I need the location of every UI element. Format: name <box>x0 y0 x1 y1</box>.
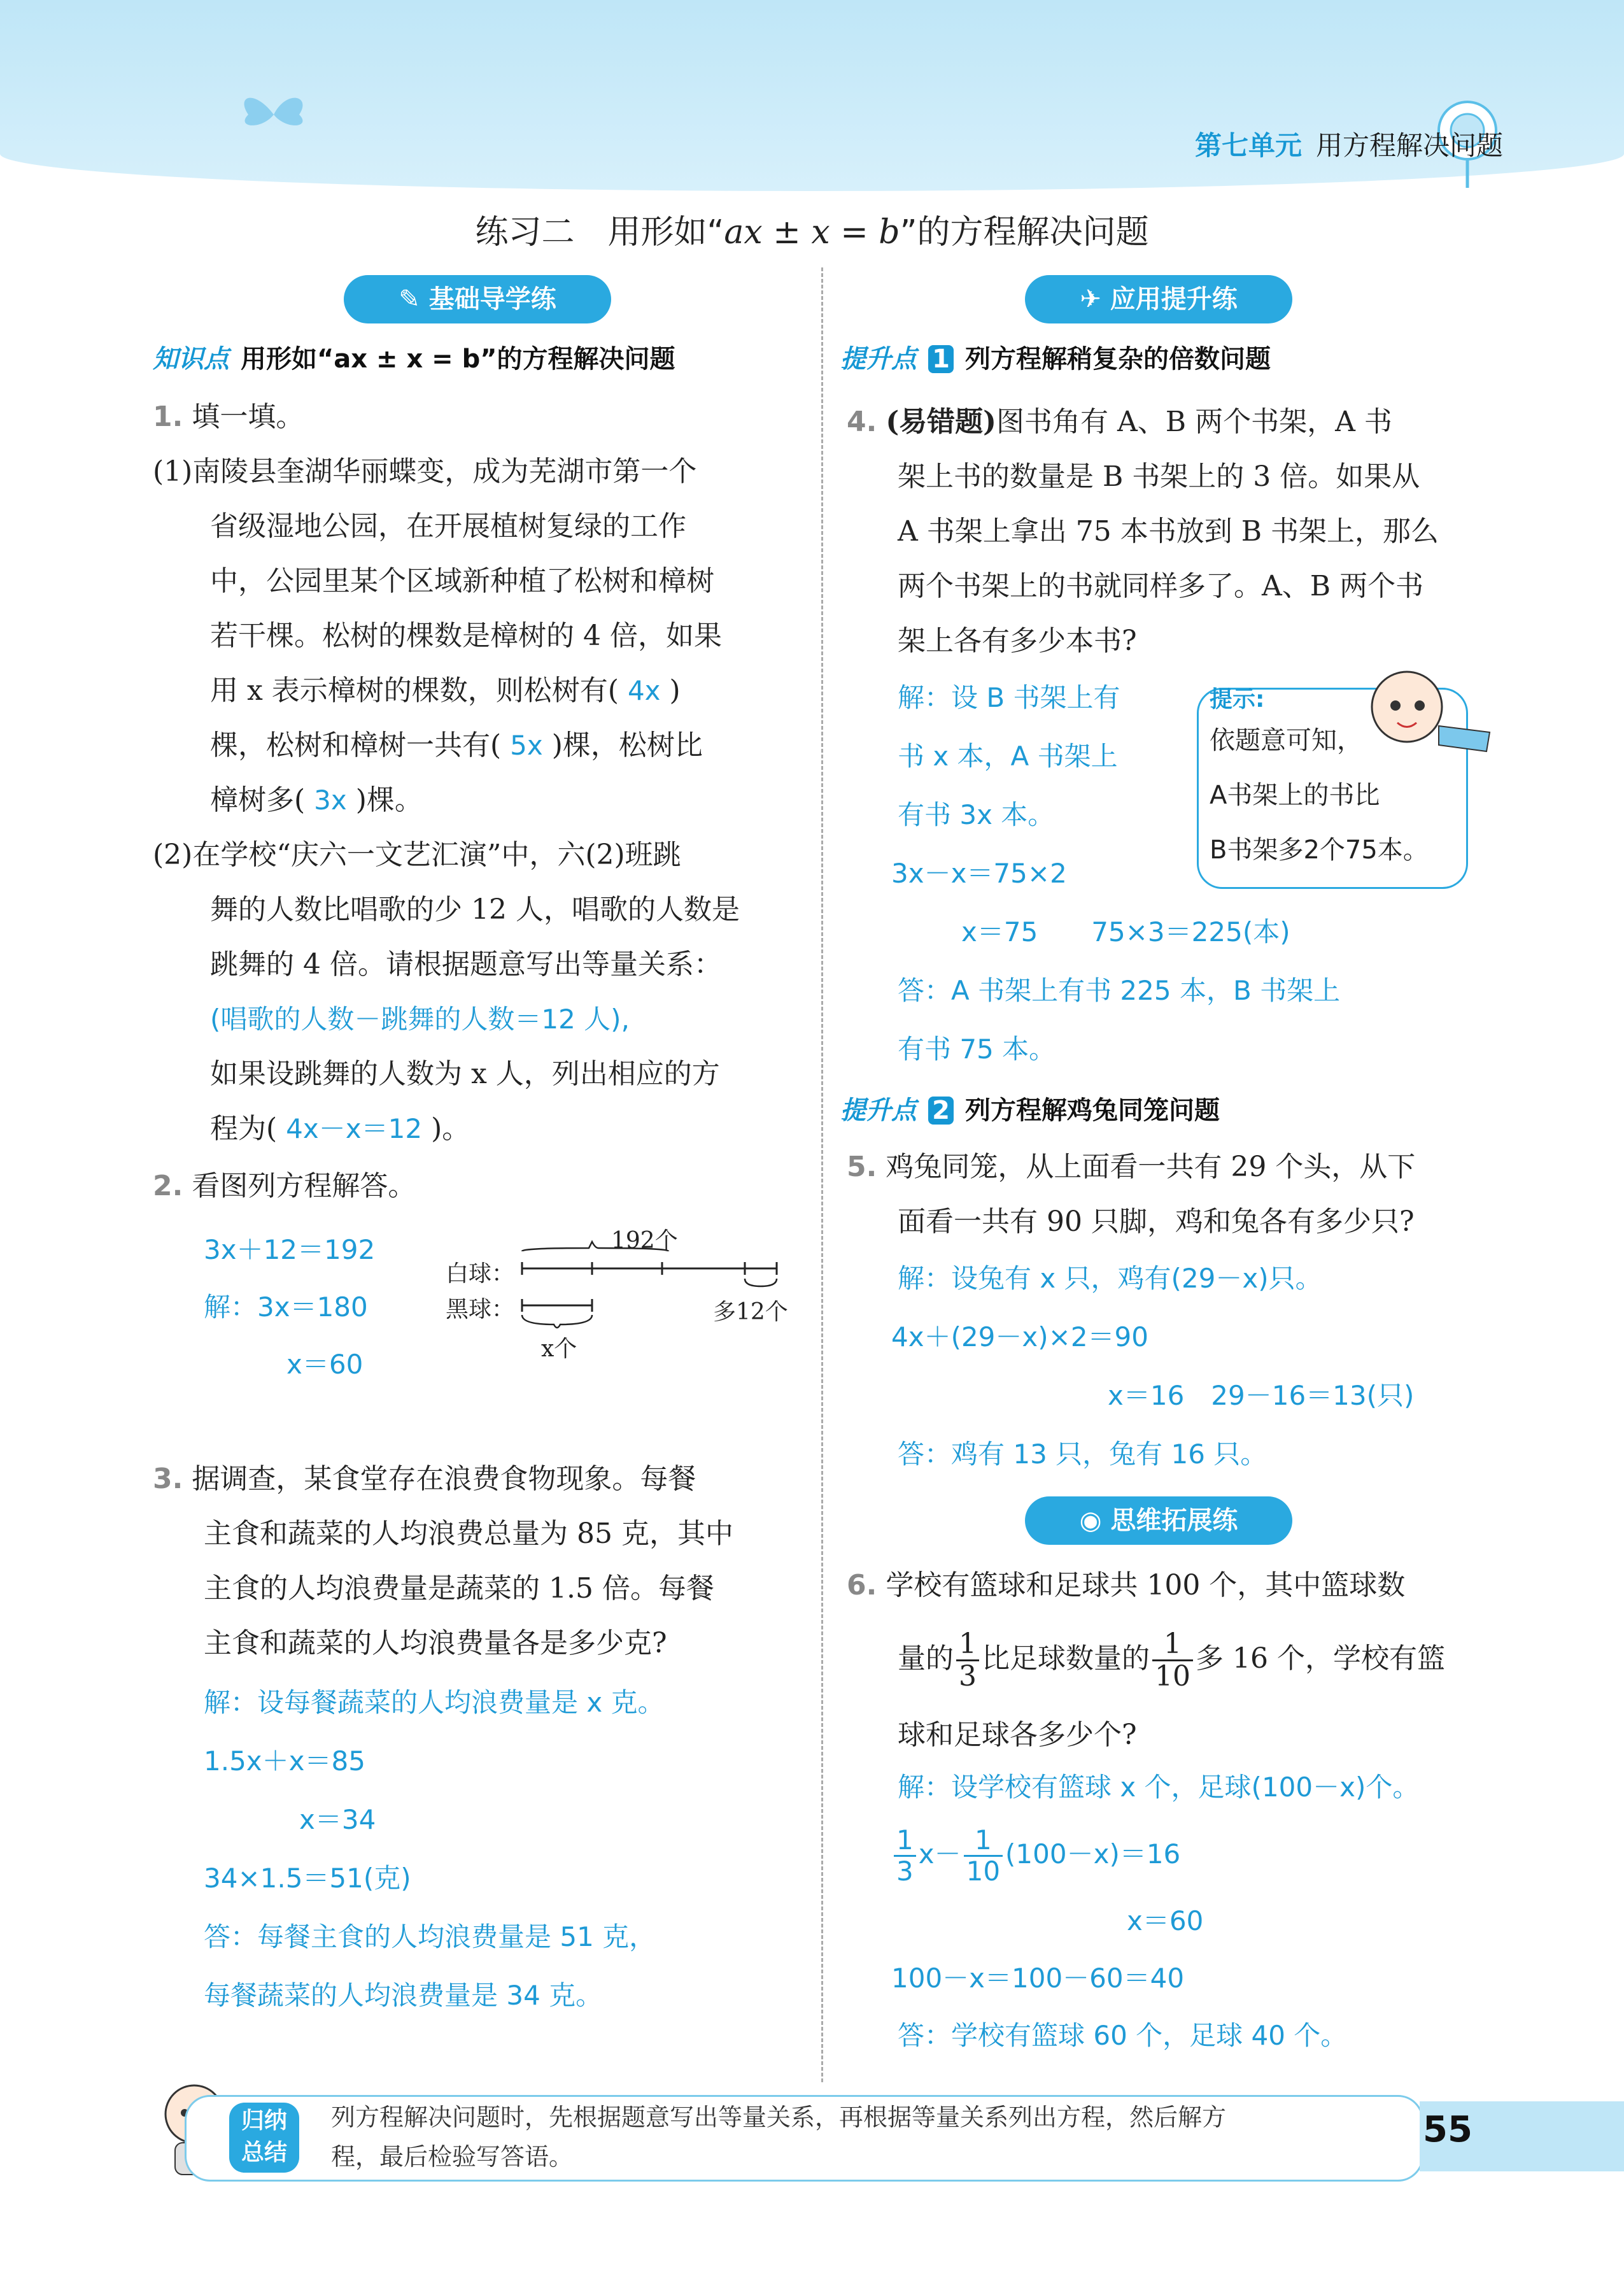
upgrade-tag: 提升点 <box>840 1096 917 1125</box>
section-banner-think: ◉ 思维拓展练 <box>1025 1496 1292 1545</box>
diagram-lines <box>446 1223 802 1363</box>
diagram-total-label: 192个 <box>611 1228 678 1254</box>
question-number: 6. <box>847 1569 877 1601</box>
answer-line: x＝75 75×3＝225(本) <box>961 916 1290 948</box>
q1-p2-line: 跳舞的 4 倍。请根据题意写出等量关系： <box>210 948 722 981</box>
q1-p2-line: 舞的人数比唱歌的少 12 人，唱歌的人数是 <box>210 893 740 926</box>
q1-p1-line: 用 x 表示樟树的棵数，则松树有( 4x ) <box>210 674 681 707</box>
answer-line: 有书 3x 本。 <box>898 799 1055 830</box>
question-line: 主食和蔬菜的人均浪费总量为 85 克，其中 <box>204 1517 733 1550</box>
title-suffix: ”的方程解决问题 <box>900 213 1149 252</box>
question-number: 2. <box>153 1170 183 1202</box>
knowledge-tag: 知识点 <box>153 344 229 374</box>
diagram-more-label: 多12个 <box>713 1299 788 1325</box>
answer-line: x＝60 <box>286 1349 364 1380</box>
fraction-one-tenth: $\frac{1}{10}$ <box>1152 1630 1193 1691</box>
question-line: 面看一共有 90 只脚，鸡和兔各有多少只? <box>898 1205 1415 1238</box>
cartoon-boy-icon <box>1356 662 1496 764</box>
answer-line: 解：3x＝180 <box>204 1291 368 1323</box>
answer-blank: 3x <box>314 785 347 816</box>
answer-line: 每餐蔬菜的人均浪费量是 34 克。 <box>204 1980 603 2011</box>
answer-line: 4x＋(29－x)×2＝90 <box>891 1321 1149 1352</box>
title-equation: ax ± x = b <box>724 213 900 252</box>
answer-line: 34×1.5＝51(克) <box>204 1863 411 1894</box>
knowledge-point <box>153 339 675 375</box>
question-line: 架上书的数量是 B 书架上的 3 倍。如果从 <box>898 460 1420 493</box>
answer-blank: 4x <box>627 675 661 706</box>
answer-line: 答：鸡有 13 只，兔有 16 只。 <box>898 1438 1267 1470</box>
mistake-tag: (易错题) <box>886 406 996 438</box>
upgrade-point-1 <box>840 339 1271 375</box>
answer-line: x＝60 <box>1127 1905 1204 1936</box>
question-line: A 书架上拿出 75 本书放到 B 书架上，那么 <box>898 515 1439 548</box>
diagram-black-label: 黑球： <box>446 1296 515 1323</box>
knowledge-text: 用形如“ax ± x = b”的方程解决问题 <box>241 344 675 374</box>
butterfly-icon <box>229 89 318 134</box>
q5-answers <box>891 1249 1415 1484</box>
answer-line: 解：设 B 书架上有 <box>898 682 1120 713</box>
question-number: 5. <box>847 1151 877 1183</box>
answer-line: 解：设兔有 x 只，鸡有(29－x)只。 <box>898 1263 1322 1294</box>
question-1 <box>153 390 802 1156</box>
answer-line: 解：设学校有篮球 x 个，足球(100－x)个。 <box>898 1771 1420 1803</box>
upgrade-num: 2 <box>928 1097 954 1125</box>
question-2 <box>153 1159 416 1214</box>
summary-label: 归纳 总结 <box>229 2103 299 2173</box>
q1-p2-line: 程为( 4x－x＝12 )。 <box>210 1112 470 1145</box>
q2-line-diagram <box>446 1223 802 1363</box>
answer-line: 解：设每餐蔬菜的人均浪费量是 x 克。 <box>204 1687 665 1718</box>
unit-label: 第七单元 <box>1194 130 1302 161</box>
question-number: 4. <box>847 406 877 438</box>
unit-heading <box>1195 125 1503 163</box>
q1-p1-line: 棵，松树和樟树一共有( 5x )棵，松树比 <box>210 729 703 762</box>
answer-blank: 5x <box>510 730 543 761</box>
answer-line: x＝34 <box>299 1804 376 1835</box>
answer-line: x＝16 29－16＝13(只) <box>1108 1380 1415 1411</box>
answer-blank: (唱歌的人数－跳舞的人数＝12 人), <box>210 1004 630 1035</box>
summary-text: 列方程解决问题时，先根据题意写出等量关系，再根据等量关系列出方程，然后解方 程，最后检验写答语。 <box>331 2103 1227 2171</box>
question-number: 1. <box>153 401 183 433</box>
page-title <box>0 205 1624 253</box>
question-3: 3. 据调查，某食堂存在浪费食物现象。每餐 主食和蔬菜的人均浪费总量为 85 克，其中 主食的人均浪费量是蔬菜的 1.5 倍。每餐 主食和蔬菜的人均浪费量各是多少克? <box>153 1452 802 1671</box>
answer-line: 答：每餐主食的人均浪费量是 51 克， <box>204 1921 656 1952</box>
column-divider <box>821 267 823 2082</box>
upgrade-text: 列方程解鸡兔同笼问题 <box>965 1096 1220 1125</box>
upgrade-num: 1 <box>928 345 954 373</box>
q1-p1-line: 中，公园里某个区域新种植了松树和樟树 <box>210 565 714 597</box>
answer-line: 100－x＝100－60＝40 <box>891 1963 1185 1994</box>
q1-p2-line: 如果设跳舞的人数为 x 人，列出相应的方 <box>210 1058 720 1090</box>
q1-p2-line: (2)在学校“庆六一文艺汇演”中，六(2)班跳 <box>153 839 681 871</box>
answer-line: 答：A 书架上有书 225 本，B 书架上 <box>898 975 1341 1006</box>
question-4: 4. (易错题)图书角有 A、B 两个书架，A 书 架上书的数量是 B 书架上的 3 倍。如果从 A 书架上拿出 75 本书放到 B 书架上，那么 两个书架上的书就同样多了。A、B 两个书 架上各有多少本书? <box>847 395 1496 669</box>
answer-line: 1.5x＋x＝85 <box>204 1745 365 1777</box>
question-line: 主食和蔬菜的人均浪费量各是多少克? <box>204 1627 667 1659</box>
q1-p1-line: 樟树多( 3x )棵。 <box>210 784 423 816</box>
question-lead: 看图列方程解答。 <box>192 1170 416 1202</box>
q6-answers <box>891 1759 1420 2064</box>
q1-p1-line: 若干棵。松树的棵数是樟树的 4 倍，如果 <box>210 620 722 652</box>
section-banner-apply: ✈ 应用提升练 <box>1025 275 1292 323</box>
diagram-white-label: 白球： <box>446 1261 515 1287</box>
answer-line: 3x－x＝75×2 <box>891 858 1067 889</box>
hint-label: 提示: <box>1210 686 1265 713</box>
page-number: 55 <box>1423 2109 1472 2150</box>
section-banner-basic: ✎ 基础导学练 <box>344 275 611 323</box>
title-prefix: 练习二 用形如“ <box>475 213 724 252</box>
answer-line: 答：学校有篮球 60 个，足球 40 个。 <box>898 2020 1348 2051</box>
question-line: 两个书架上的书就同样多了。A、B 两个书 <box>898 570 1424 602</box>
q2-answers <box>204 1221 375 1393</box>
question-line: 球和足球各多少个? <box>898 1719 1137 1751</box>
fraction-one-third: $\frac{1}{3}$ <box>956 1630 979 1691</box>
answer-line: 书 x 本，A 书架上 <box>898 741 1118 772</box>
q1-p1-line: (1)南陵县奎湖华丽蝶变，成为芜湖市第一个 <box>153 455 697 488</box>
question-line: 主食的人均浪费量是蔬菜的 1.5 倍。每餐 <box>204 1572 714 1605</box>
hint-text: 依题意可知， A书架上的书比 B书架多2个75本。 <box>1210 726 1429 865</box>
question-6: 6. 学校有篮球和足球共 100 个，其中篮球数 量的 $\frac{1}{3}$ 比足球数量的 $\frac{1}{10}$ 多 16 个，学校有篮 球和足球各多少个? <box>847 1554 1496 1770</box>
answer-line: 3x＋12＝192 <box>204 1234 376 1265</box>
q3-answers <box>204 1673 665 2025</box>
q1-p1-line: 省级湿地公园，在开展植树复绿的工作 <box>210 510 686 543</box>
answer-line: $\frac{1}{3}$ x－ $\frac{1}{10}$ (100－x)＝16 <box>891 1816 1419 1892</box>
question-5: 5. 鸡兔同笼，从上面看一共有 29 个头，从下 面看一共有 90 只脚，鸡和兔各有多少只? <box>847 1140 1496 1249</box>
answer-blank: 4x－x＝12 <box>286 1113 423 1144</box>
upgrade-point-2 <box>840 1090 1220 1126</box>
diagram-x-label: x个 <box>541 1336 577 1362</box>
upgrade-text: 列方程解稍复杂的倍数问题 <box>965 344 1271 374</box>
question-line: 架上各有多少本书? <box>898 625 1137 657</box>
upgrade-tag: 提升点 <box>840 344 917 374</box>
question-number: 3. <box>153 1463 183 1495</box>
unit-title: 用方程解决问题 <box>1315 130 1503 161</box>
question-lead: 填一填。 <box>192 401 304 433</box>
answer-line: 有书 75 本。 <box>898 1033 1056 1065</box>
